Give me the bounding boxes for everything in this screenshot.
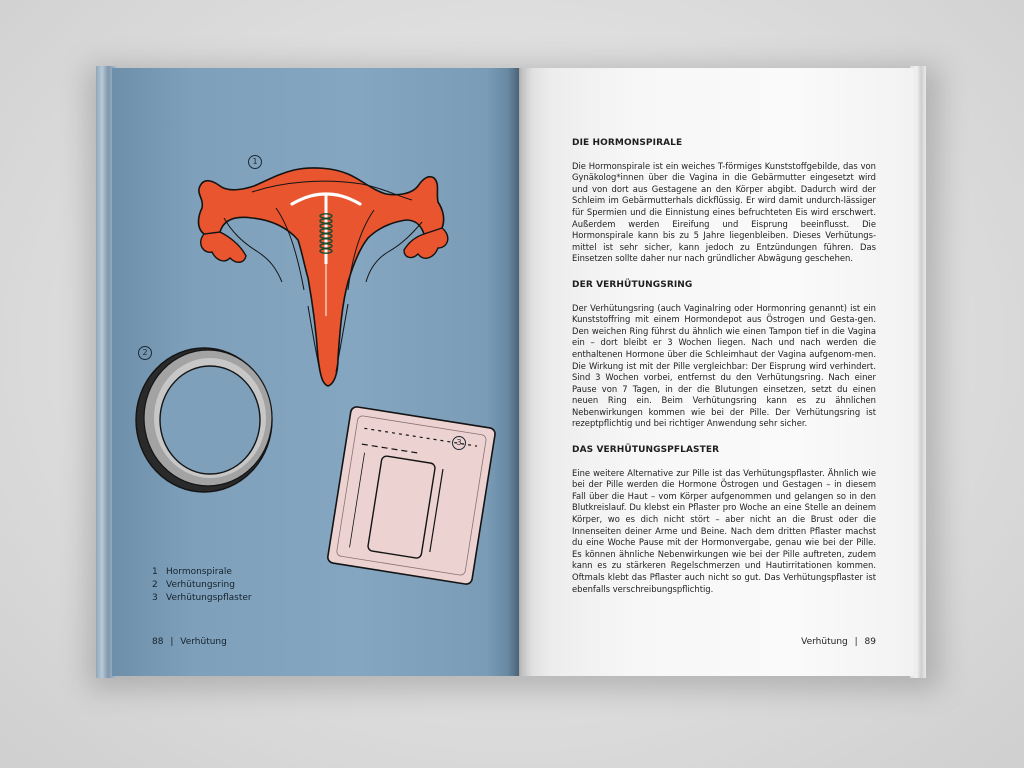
- section-heading: DAS VERHÜTUNGSPFLASTER: [572, 445, 720, 456]
- legend-item: [152, 592, 252, 605]
- legend-label: Verhütungspflaster: [166, 593, 252, 603]
- section-body: Der Verhütungsring (auch Vaginalring oder Hormonring genannt) ist ein Kunststoffring mit einem Hormondepot aus Östrogen und Gesta-gen. Den weichen Ring führst du ähnlich wie einen Tampon tief in die Vagina ein – dort bleibt er 3 Wochen liegen. Nach und nach werden die enthaltenen Hormone über die Schleimhaut der Vagina aufgenom-men. Die Wirkung ist mit der Pille vergleichbar: Der Eisprung wird verhindert. Sind 3 Wochen vorbei, entfernst du den Verhütungsring. Nach einer Pause von 7 Tagen, in der die Blutungen einsetzen, setzt du einen neuen Ring ein. Beim Verhütungsring kann es zu ähnlichen Nebenwirkungen kommen wie bei der Pille. Der Verhütungsring ist rezeptpflichtig und bei richtiger Anwendung sehr sicher.: [572, 302, 876, 429]
- footer-separator: |: [170, 637, 174, 647]
- section-body: Eine weitere Alternative zur Pille ist das Verhütungspflaster. Ähnlich wie bei der Pille werden die Hormone Östrogen und Gestagen – in diesem Fall über die Haut – vom Körper aufgenommen und gelangen so in den Blutkreislauf. Du klebst ein Pflaster pro Woche an eine Stelle an deinem Körper, wo es dich nicht stört – aber nicht an die Brust oder die Innenseiten deiner Arme und Beine. Nach dem dritten Pflaster machst du eine Woche Pause mit der Hormonvergabe, genau wie bei der Pille. Es können ähnliche Nebenwirkungen wie bei der Pille auftreten, zudem kann es zu stärkeren Regelschmerzen und Hautirritationen kommen. Oftmals klebt das Pflaster auch nicht so gut. Das Verhütungspflaster ist ebenfalls verschreibungspflichtig.: [572, 467, 876, 594]
- uterus-illustration: [199, 168, 448, 386]
- section-heading: DER VERHÜTUNGSRING: [572, 279, 693, 290]
- callout-3: 3: [452, 436, 466, 450]
- legend-item: [152, 566, 252, 579]
- contraceptive-patch-illustration: [327, 406, 496, 585]
- vaginal-ring-illustration: [136, 348, 272, 492]
- legend-number: 3: [152, 593, 158, 603]
- article-text: [572, 138, 876, 610]
- legend-label: Verhütungsring: [166, 580, 235, 590]
- book-gutter: [508, 68, 532, 676]
- legend-number: 1: [152, 567, 158, 577]
- legend-number: 2: [152, 580, 158, 590]
- section-title-right: Verhütung: [801, 637, 848, 647]
- left-page-footer: [152, 637, 227, 647]
- section-body: Die Hormonspirale ist ein weiches T-förmiges Kunststoffgebilde, das von Gynäkolog*innen über die Vagina in die Gebärmutter eingesetzt wird und von dort aus Gestagene an den Körper abgibt. Dadurch wird der Schleim im Gebärmutterhals dickflüssig. Er wird damit undurch-lässiger für Spermien und die Einnistung eines befruchteten Eis wird erschwert. Außerdem werden Eireifung und Eisprung beeinflusst. Die Hormonspirale kann bis zu 5 Jahre liegenbleiben. Dieses Verhütungs-mittel ist sehr sicher, kann jedoch zu Entzündungen führen. Das Einsetzen sollte daher nur nach gründlicher Abwägung geschehen.: [572, 160, 876, 264]
- illustration-legend: [152, 566, 252, 605]
- page-number-right: 89: [864, 637, 876, 647]
- uterus-shape: [199, 168, 444, 386]
- section-title-left: Verhütung: [180, 637, 227, 647]
- legend-label: Hormonspirale: [166, 567, 232, 577]
- section-heading: DIE HORMONSPIRALE: [572, 138, 683, 148]
- callout-2: 2: [138, 346, 152, 360]
- right-page-footer: [790, 637, 876, 647]
- page-number-left: 88: [152, 637, 164, 647]
- footer-separator: |: [854, 637, 858, 647]
- legend-item: [152, 579, 252, 592]
- callout-1: 1: [248, 155, 262, 169]
